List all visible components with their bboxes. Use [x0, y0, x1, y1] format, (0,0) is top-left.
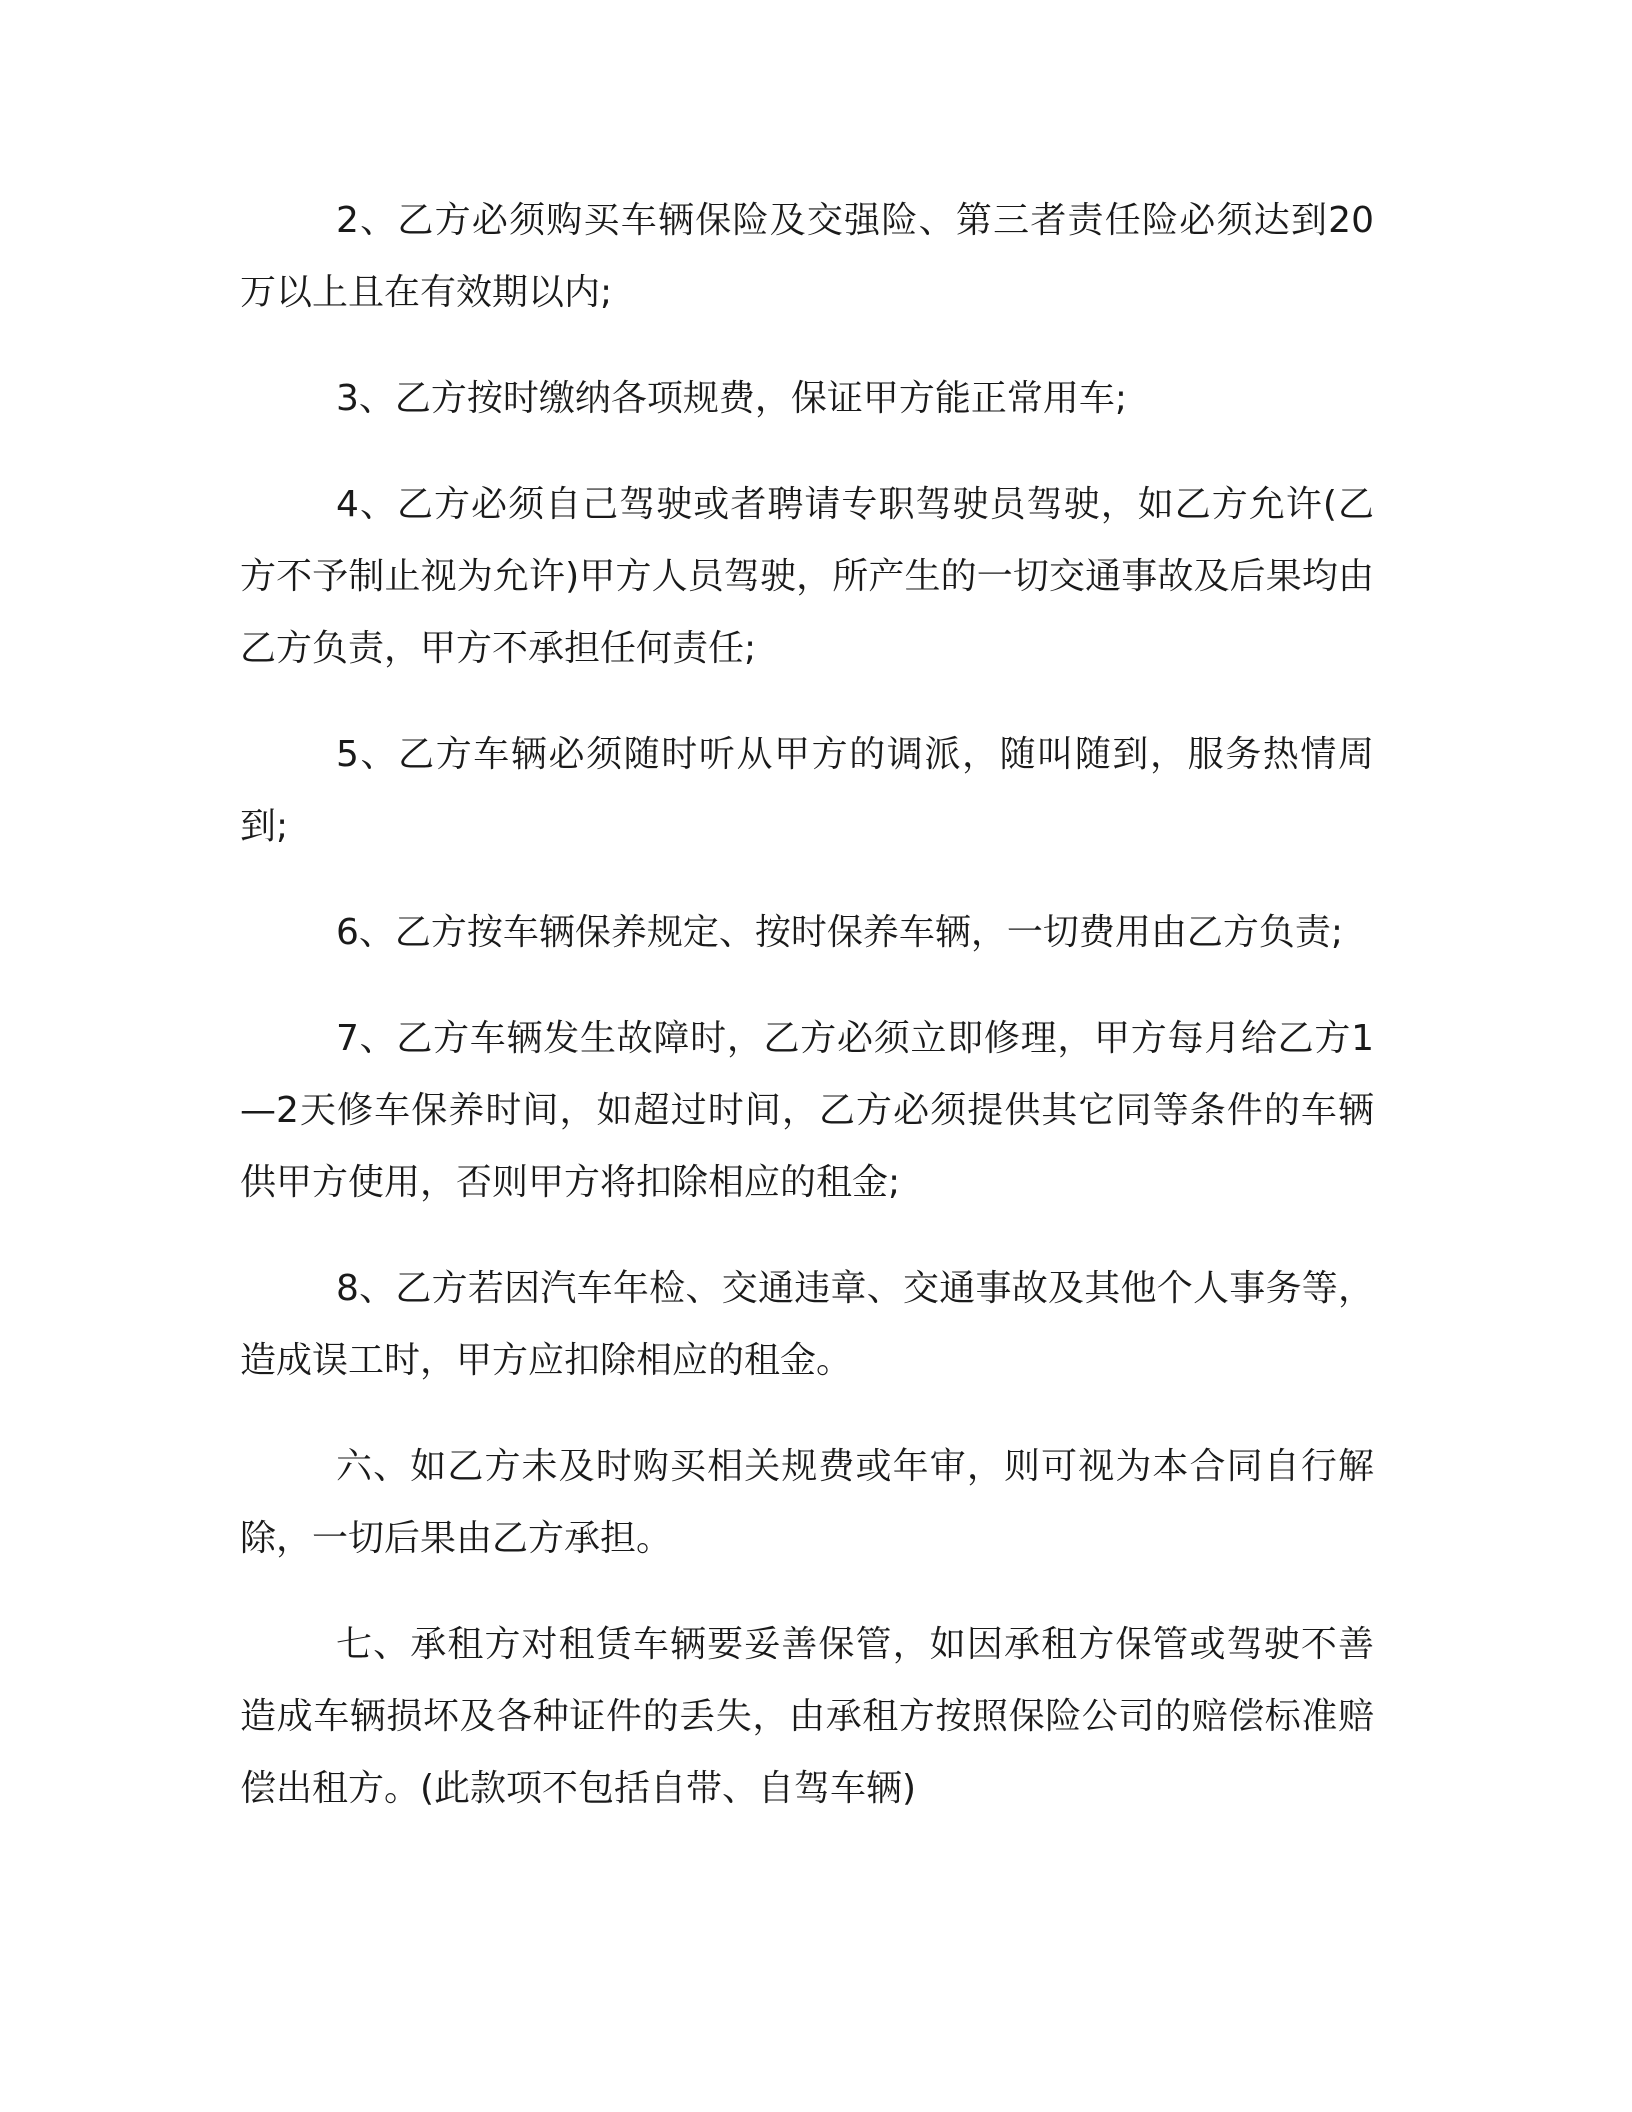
section-7-paragraph: 七、承租方对租赁车辆要妥善保管，如因承租方保管或驾驶不善造成车辆损坏及各种证件的丢失，由承租方按照保险公司的赔偿标准赔偿出租方。(此款项不包括自带、自驾车辆) — [240, 1624, 1374, 1809]
clause-5-paragraph: 5、乙方车辆必须随时听从甲方的调派，随叫随到，服务热情周到; — [240, 734, 1374, 847]
clause-2-paragraph: 2、乙方必须购买车辆保险及交强险、第三者责任险必须达到20万以上且在有效期以内; — [240, 200, 1374, 313]
clause-6-paragraph: 6、乙方按车辆保养规定、按时保养车辆，一切费用由乙方负责; — [336, 912, 1344, 953]
clause-4-paragraph: 4、乙方必须自己驾驶或者聘请专职驾驶员驾驶，如乙方允许(乙方不予制止视为允许)甲方人员驾驶，所产生的一切交通事故及后果均由乙方负责，甲方不承担任何责任; — [240, 484, 1374, 669]
clause-7-paragraph: 7、乙方车辆发生故障时，乙方必须立即修理，甲方每月给乙方1—2天修车保养时间，如超过时间，乙方必须提供其它同等条件的车辆供甲方使用，否则甲方将扣除相应的租金; — [240, 1018, 1374, 1203]
section-6-paragraph: 六、如乙方未及时购买相关规费或年审，则可视为本合同自行解除，一切后果由乙方承担。 — [240, 1446, 1374, 1559]
document-body — [240, 185, 1374, 1825]
clause-3-paragraph: 3、乙方按时缴纳各项规费，保证甲方能正常用车; — [336, 378, 1128, 419]
clause-8-paragraph: 8、乙方若因汽车年检、交通违章、交通事故及其他个人事务等，造成误工时，甲方应扣除相应的租金。 — [240, 1268, 1374, 1381]
